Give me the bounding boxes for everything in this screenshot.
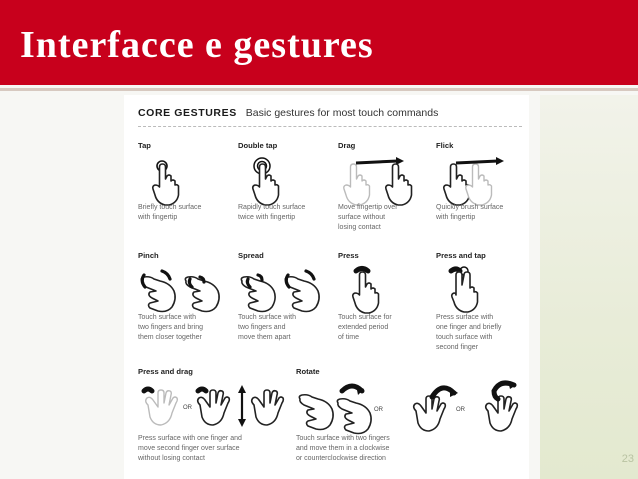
gesture-title: Tap (138, 141, 151, 150)
gesture-rotate (296, 367, 528, 477)
gesture-description: Quickly brush surface with fingertip (436, 204, 504, 221)
header-divider (138, 126, 522, 127)
gesture-description: Touch surface with two fingers and move them apart (238, 314, 296, 341)
press-and-tap-hand-icon (442, 265, 502, 315)
slide-number: 23 (621, 453, 634, 465)
gesture-description: Press surface with one finger and move second finger over surface without losing contact (138, 435, 242, 462)
tap-hand-icon (144, 157, 204, 207)
rotate-hand-icon (296, 375, 528, 433)
card-subtitle: Basic gestures for most touch commands (245, 107, 439, 119)
gesture-drag (338, 141, 436, 231)
gesture-title: Double tap (238, 141, 278, 150)
gesture-title: Press and drag (138, 367, 193, 376)
card-title: CORE GESTURES (138, 107, 237, 119)
gesture-flick (436, 141, 528, 231)
background-decoration (540, 95, 638, 479)
gesture-title: Pinch (138, 251, 159, 260)
spread-hand-icon (238, 269, 334, 317)
gesture-title: Press and tap (436, 251, 486, 260)
gesture-description: Touch surface with two fingers and move them in a clockwise or counterclockwise direction (296, 435, 390, 462)
gesture-description: Touch surface for extended period of time (338, 314, 392, 341)
gesture-description: Briefly touch surface with fingertip (138, 204, 202, 221)
gesture-description: Move fingertip over surface without losing contact (338, 204, 398, 231)
gesture-double-tap (238, 141, 336, 231)
flick-hand-icon (436, 155, 526, 205)
or-label: OR (183, 405, 192, 411)
gesture-description: Rapidly touch surface twice with fingertip (238, 204, 306, 221)
gestures-card (124, 95, 529, 479)
press-and-drag-hand-icon (138, 381, 288, 433)
gesture-title: Flick (436, 141, 454, 150)
gesture-press-and-tap (436, 251, 528, 361)
gesture-title: Rotate (296, 367, 320, 376)
gesture-title: Drag (338, 141, 356, 150)
gesture-title: Press (338, 251, 359, 260)
double-tap-hand-icon (244, 157, 304, 207)
or-label: OR (456, 407, 465, 413)
gesture-tap (138, 141, 236, 231)
or-label: OR (374, 407, 383, 413)
gesture-spread (238, 251, 336, 351)
drag-hand-icon (338, 155, 428, 205)
gesture-title: Spread (238, 251, 264, 260)
press-hand-icon (344, 265, 404, 315)
gesture-description: Touch surface with two fingers and bring them closer together (138, 314, 203, 341)
banner-divider (0, 88, 638, 91)
gesture-description: Press surface with one finger and briefly touch surface with second finger (436, 314, 502, 351)
pinch-hand-icon (138, 269, 234, 317)
slide-title: Interfacce e gestures (20, 24, 374, 66)
gesture-pinch (138, 251, 236, 351)
card-header (138, 107, 438, 119)
gesture-press (338, 251, 436, 351)
gesture-press-and-drag (138, 367, 294, 477)
